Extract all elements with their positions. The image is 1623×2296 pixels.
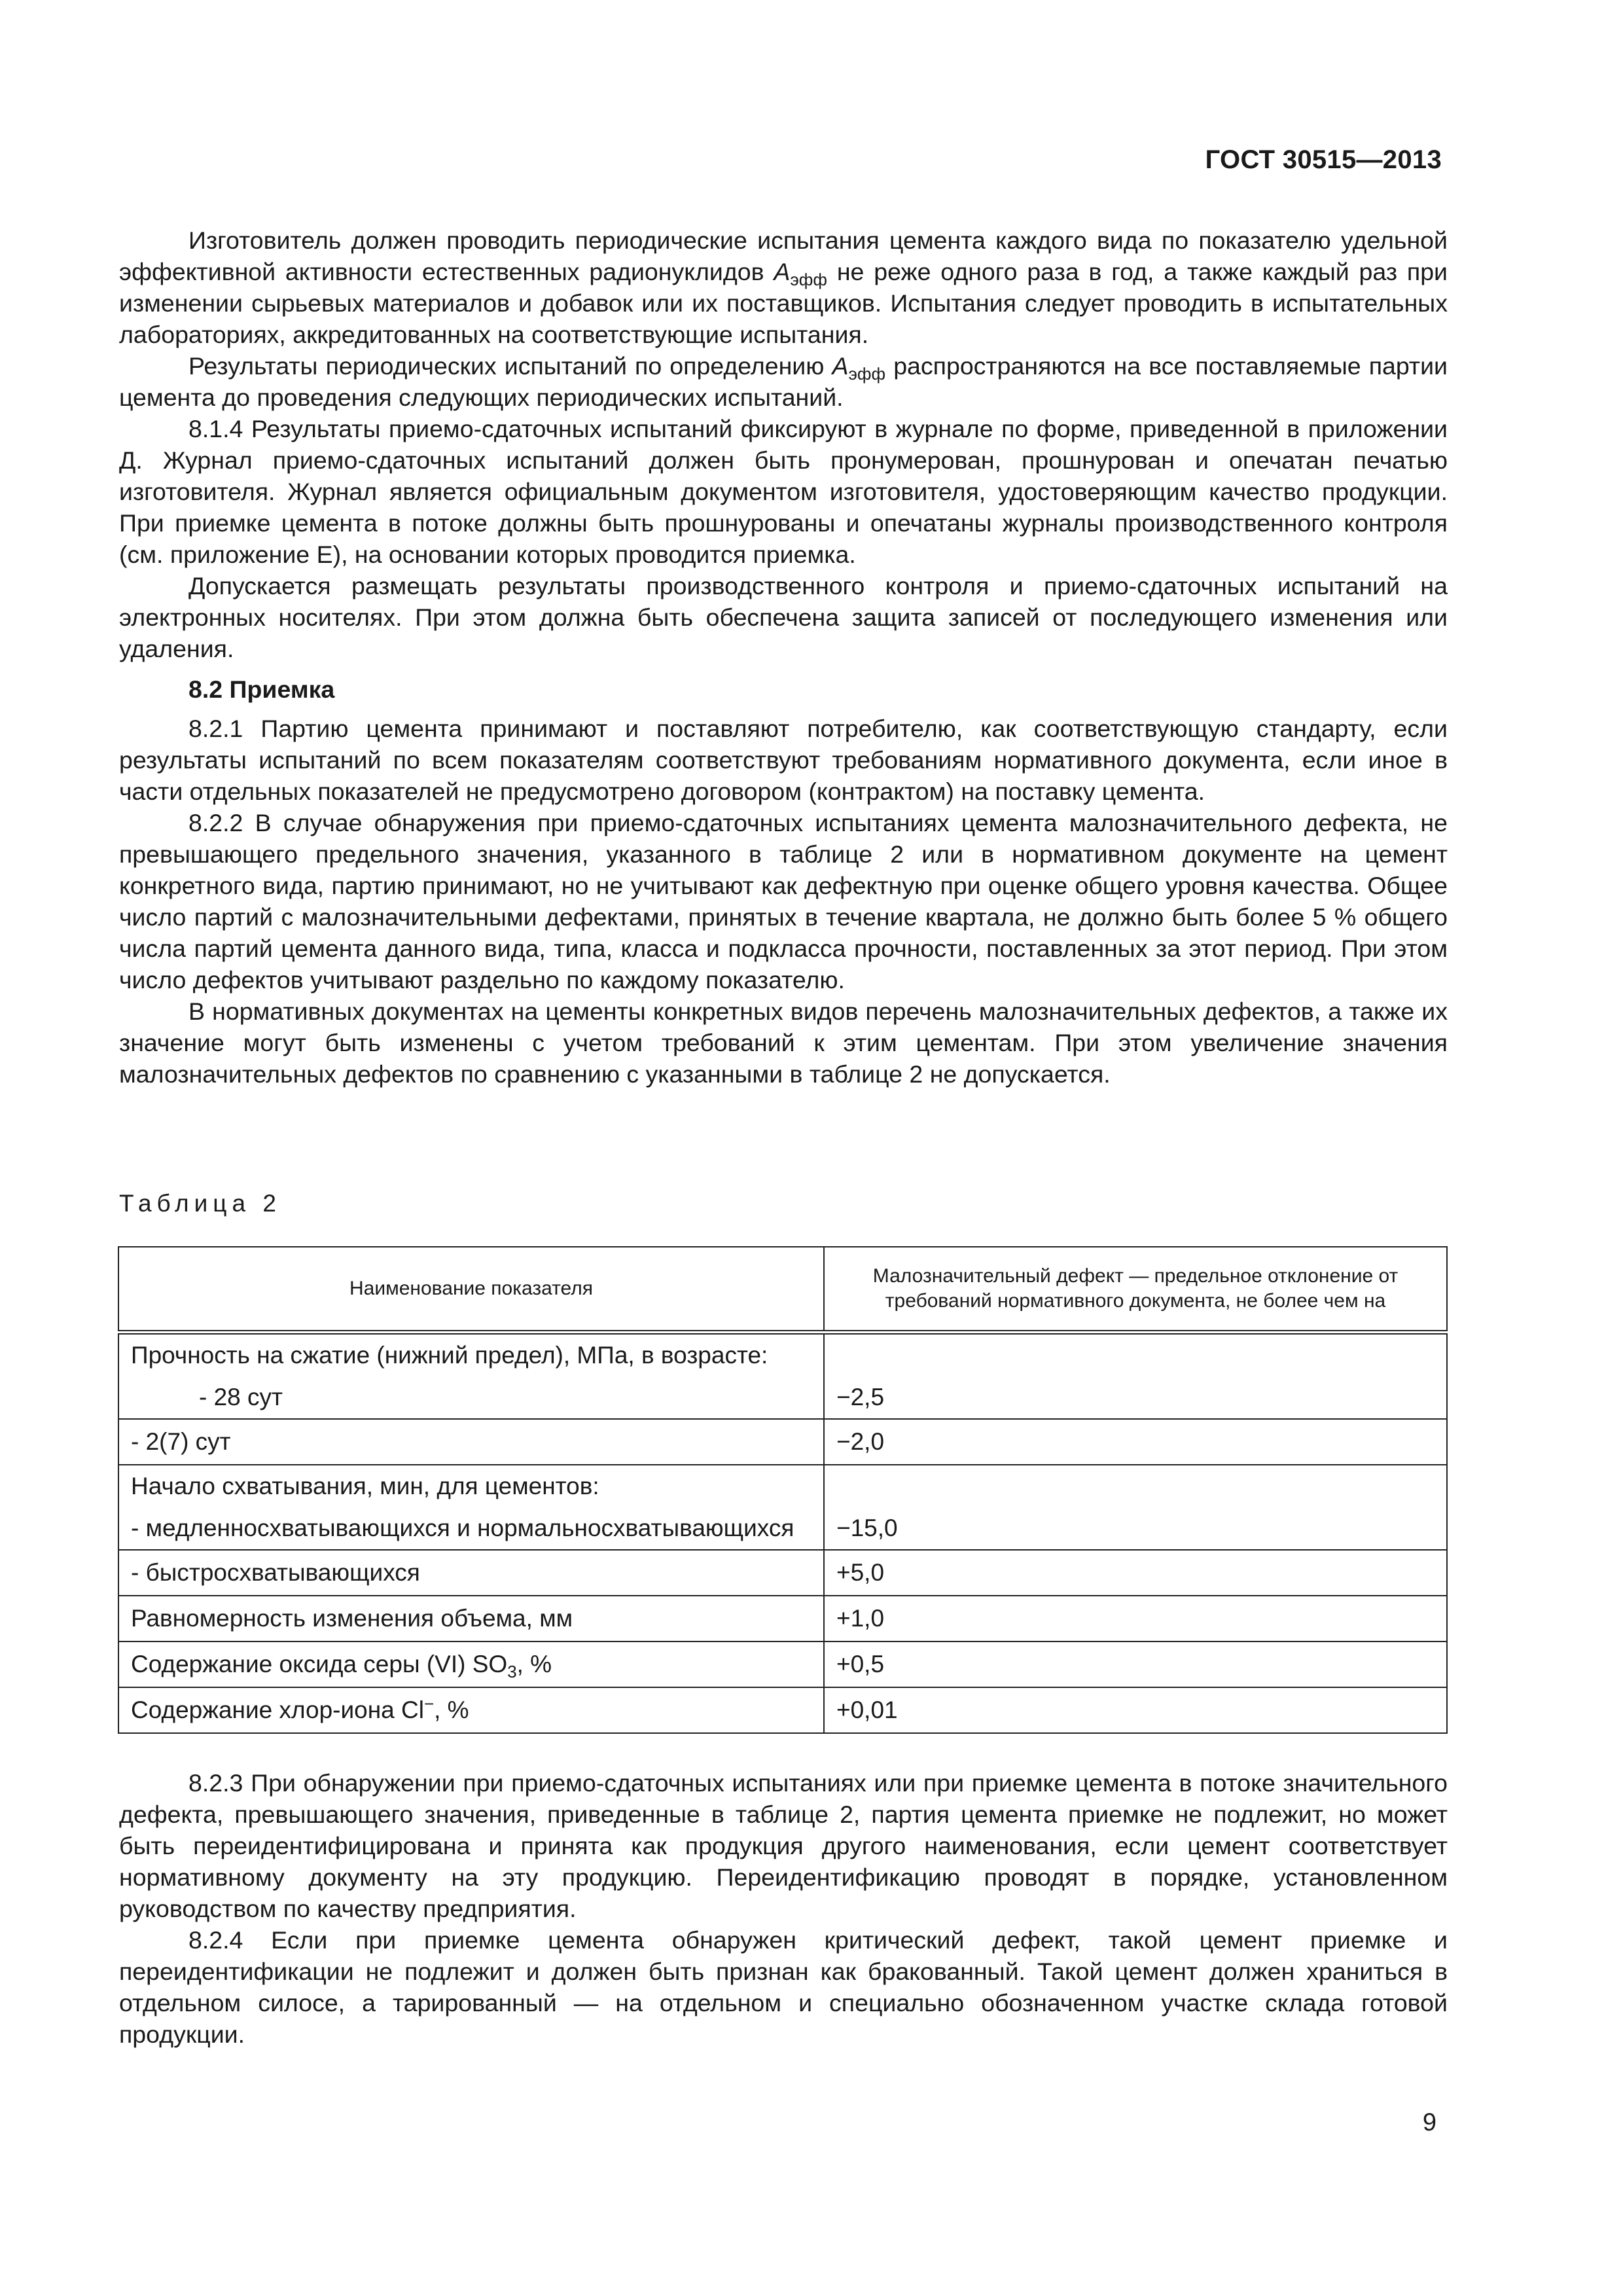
empty-line bbox=[836, 1465, 1435, 1507]
table-row bbox=[118, 1465, 1447, 1550]
row-value: −2,5 bbox=[836, 1384, 885, 1410]
table-2 bbox=[118, 1246, 1448, 1734]
paragraph-8-2-2: 8.2.2 В случае обнаружения при приемо-сдаточных испытаниях цемента малозначительного дефекта, не превышающего предельного значения, указанного в таблице 2 или в нормативном документе на цемент конкретного вида, партию принимают, но не учитывают как дефектную при оценке общего уровня качества. Общее число партий с малозначительными дефектами, принятых в течение квартала, не должно быть более 5 % общего числа партий цемента данного вида, типа, класса и подкласса прочности, поставленных за этот период. При этом число дефектов учитывают раздельно по каждому показателю. bbox=[119, 809, 1448, 994]
row-value: +1,0 bbox=[824, 1596, 1447, 1641]
table-header-row bbox=[118, 1247, 1447, 1333]
row-label: Равномерность изменения объема, мм bbox=[118, 1596, 824, 1641]
row-label: - быстросхватывающихся bbox=[118, 1550, 824, 1596]
paragraph-8-1-4: 8.1.4 Результаты приемо-сдаточных испытаний фиксируют в журнале по форме, приведенной в приложении Д. Журнал приемо-сдаточных испытаний должен быть пронумерован, прошнурован и опечатан печатью изготовителя. Журнал является официальным документом изготовителя, удостоверяющим качество продукции. При приемке цемента в потоке должны быть прошнурованы и опечатаны журналы производственного контроля (см. приложение Е), на основании которых проводится приемка. bbox=[119, 415, 1448, 568]
row-sublabel: - 28 сут bbox=[199, 1384, 283, 1410]
table-row bbox=[118, 1333, 1447, 1420]
row-sublabel: - 2(7) сут bbox=[118, 1419, 824, 1465]
body-text-top bbox=[119, 224, 1448, 1090]
table-cell bbox=[824, 1465, 1447, 1550]
table-row bbox=[118, 1550, 1447, 1596]
table-cell bbox=[824, 1333, 1447, 1420]
column-header-indicator: Наименование показателя bbox=[118, 1247, 824, 1333]
paragraph-8-2-1: 8.2.1 Партию цемента принимают и поставляют потребителю, как соответствующую стандарту, если результаты испытаний по всем показателям соответствуют требованиям нормативного документа, если иное в части отдельных показателей не предусмотрено договором (контрактом) на поставку цемента. bbox=[119, 715, 1448, 805]
section-heading-8-2: 8.2 Приемка bbox=[188, 675, 335, 703]
row-value: +5,0 bbox=[824, 1550, 1447, 1596]
column-header-deviation: Малозначительный дефект — предельное отклонение от требований нормативного документа, не более чем на bbox=[824, 1247, 1447, 1333]
paragraph-electronic-media: Допускается размещать результаты производственного контроля и приемо-сдаточных испытаний на электронных носителях. При этом должна быть обеспечена защита записей от последующего изменения или удаления. bbox=[119, 572, 1448, 662]
table-row bbox=[118, 1596, 1447, 1641]
empty-line bbox=[836, 1335, 1435, 1376]
row-sublabel: - медленносхватывающихся и нормальносхватывающихся bbox=[131, 1515, 794, 1541]
paragraph-normative-docs: В нормативных документах на цементы конкретных видов перечень малозначительных дефектов, а также их значение могут быть изменены с учетом требований к этим цементам. При этом увеличение значения малозначительных дефектов по сравнению с указанными в таблице 2 не допускается. bbox=[119, 997, 1448, 1088]
paragraph-8-2-3: 8.2.3 При обнаружении при приемо-сдаточных испытаниях или при приемке цемента в потоке значительного дефекта, превышающего значения, приведенные в таблице 2, партия цемента приемке не подлежит, но может быть переидентифицирована и принята как продукция другого наименования, если цемент соответствует нормативному документу на эту продукцию. Переидентификацию проводят в порядке, установленном руководством по качеству предприятия. bbox=[119, 1769, 1448, 1922]
document-code: ГОСТ 30515—2013 bbox=[1205, 145, 1442, 174]
row-title: Прочность на сжатие (нижний предел), МПа, в возрасте: bbox=[131, 1342, 768, 1369]
table-row bbox=[118, 1419, 1447, 1465]
page-number: 9 bbox=[1422, 2109, 1436, 2136]
paragraph-8-2-4: 8.2.4 Если при приемке цемента обнаружен критический дефект, такой цемент приемке и переидентификации не подлежит и должен быть признан как бракованный. Такой цемент должен храниться в отдельном силосе, а тарированный — на отдельном и специально обозначенном участке склада готовой продукции. bbox=[119, 1926, 1448, 2048]
row-label: Содержание хлор-иона Cl−, % bbox=[118, 1687, 824, 1733]
body-text-bottom bbox=[119, 1767, 1448, 2050]
row-label: Содержание оксида серы (VI) $SO_3$, % bbox=[118, 1641, 824, 1687]
row-value: +0,01 bbox=[824, 1687, 1447, 1733]
row-title: Начало схватывания, мин, для цементов: bbox=[131, 1473, 599, 1499]
row-value: −2,0 bbox=[824, 1419, 1447, 1465]
row-value: +0,5 bbox=[824, 1641, 1447, 1687]
table-cell bbox=[118, 1465, 824, 1550]
paragraph-periodic-tests: Изготовитель должен проводить периодические испытания цемента каждого вида по показателю удельной эффективной активности естественных радионуклидов $А_{эфф}$ не реже одного раза в год, а также каждый раз при изменении сырьевых материалов и добавок или их поставщиков. Испытания следует проводить в испытательных лабораториях, аккредитованных на соответствующие испытания. bbox=[119, 226, 1448, 348]
row-value: −15,0 bbox=[836, 1515, 898, 1541]
table-row bbox=[118, 1641, 1447, 1687]
paragraph-periodic-results: Результаты периодических испытаний по определению $А_{эфф}$ распространяются на все поставляемые партии цемента до проведения следующих периодических испытаний. bbox=[119, 352, 1448, 411]
table-caption: Таблица 2 bbox=[119, 1190, 281, 1217]
table-cell bbox=[118, 1333, 824, 1420]
table-row bbox=[118, 1687, 1447, 1733]
